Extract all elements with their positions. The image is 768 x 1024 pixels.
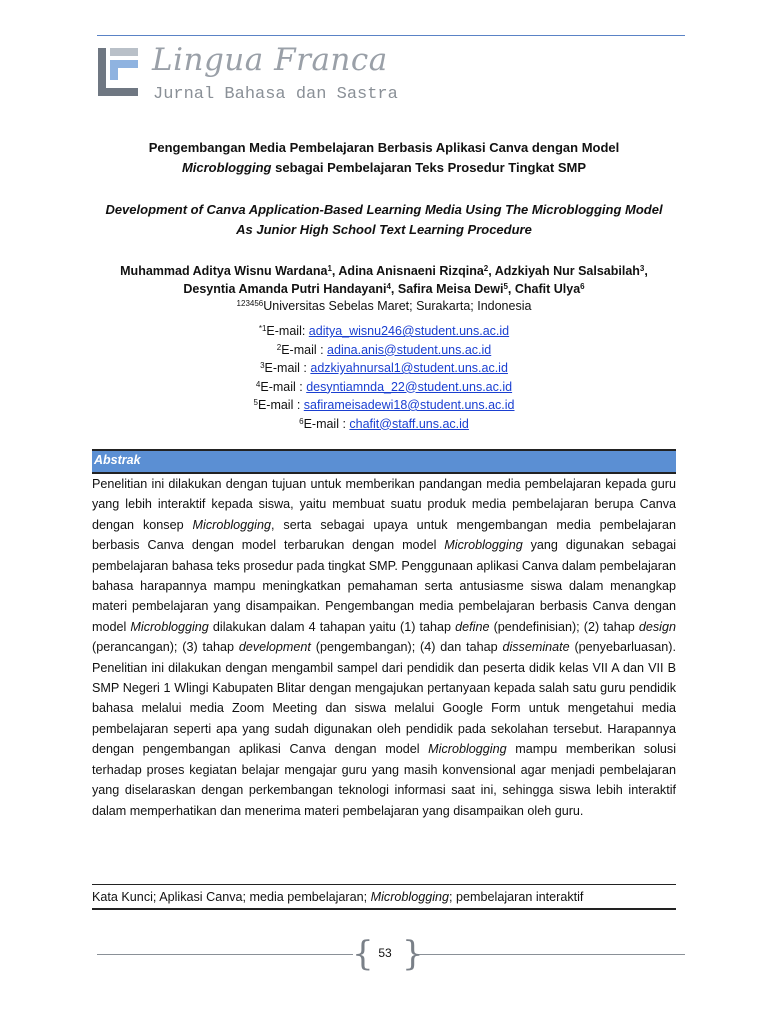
email-link[interactable]: desyntiamnda_22@student.uns.ac.id: [306, 379, 513, 394]
left-brace-icon: {: [352, 934, 374, 974]
article-title-indonesian: Pengembangan Media Pembelajaran Berbasis Aplikasi Canva dengan Model Microblogging sebagai Pembelajaran Teks Prosedur Tingkat SMP: [148, 140, 620, 175]
journal-subtitle: Jurnal Bahasa dan Sastra: [153, 85, 398, 104]
article-title-english: Development of Canva Application-Based Learning Media Using The Microblogging Model As Junior High School Text Learning Procedure: [105, 202, 663, 237]
email-link[interactable]: safirameisadewi18@student.uns.ac.id: [303, 398, 515, 412]
keywords-rule-bottom: [92, 908, 676, 910]
abstract-body: Penelitian ini dilakukan dengan tujuan untuk memberikan pandangan media pembelajaran kepada guru yang lebih interaktif kepada siswa, yaitu membuat suatu produk media pembelajaran berupa Canva dengan konsep Microblogging, serta sebagai upaya untuk mengembangan media pembelajaran berbasis Canva dengan model terbarukan dengan model Microblogging yang digunakan sebagai pembelajaran bahasa teks prosedur pada tingkat SMP. Penggunaan aplikasi Canva dalam pembelajaran bahasa harapannya mampu meningkatkan pemahaman serta antusiasme siswa dalam menangkap materi pembelajaran yang disampaikan. Pengembangan media pembelajaran berbasis Canva dengan model Microblogging dilakukan dalam 4 tahapan yaitu (1) tahap define (pendefinisian); (2) tahap design (perancangan); (3) tahap development (pengembangan); (4) dan tahap disseminate (penyebarluasan). Penelitian ini dilakukan dengan mengambil sampel dari pendidik dan peserta didik kelas VII A dan VII B SMP Negeri 1 Wlingi Kabupaten Blitar dengan mengajukan pertanyaan kepada salah satu guru pendidik bahasa melalui media Zoom Meeting dan siswa melalui Google Form untuk mengetahui media pembelajaran seperti apa yang sudah digunakan oleh pendidik pada sekolahan tersebut. Harapannya dengan pengembangan aplikasi Canva dengan model Microblogging mampu memberikan solusi terhadap proses kegiatan belajar mengajar guru yang masih konvensional agar menjadi pembelajaran yang diselaraskan dengan perkembangan teknologi informasi saat ini, sehingga siswa lebih interaktif dalam memperhatikan dan menerima materi pembelajaran yang disampaikan oleh guru.: [92, 477, 677, 818]
footer-rule-left: [97, 954, 353, 955]
page-number: 53: [378, 946, 392, 960]
email-line: $^{*1}$E-mail: aditya_wisnu246@student.uns.ac.id: [258, 324, 510, 338]
email-link[interactable]: adzkiyahnursal1@student.uns.ac.id: [310, 361, 508, 375]
journal-logo: [94, 44, 142, 100]
email-link[interactable]: aditya_wisnu246@student.uns.ac.id: [308, 324, 510, 338]
email-line: $^3$E-mail : adzkiyahnursal1@student.uns.ac.id: [260, 361, 508, 375]
email-line: $^2$E-mail : adina.anis@student.uns.ac.id: [276, 342, 492, 357]
right-brace-icon: }: [402, 934, 424, 974]
affiliation: $^{123456}$Universitas Sebelas Maret; Surakarta; Indonesia: [236, 299, 532, 313]
abstract-heading: Abstrak: [94, 453, 141, 467]
header-rule: [97, 35, 685, 36]
keywords: Kata Kunci; Aplikasi Canva; media pembelajaran; Microblogging; pembelajaran interaktif: [92, 890, 584, 904]
keywords-rule-top: [92, 884, 676, 885]
author-list: Muhammad Aditya Wisnu Wardana$^1$, Adina Anisnaeni Rizqina$^2$, Adzkiyah Nur Salsabilah$^3$, Desyntia Amanda Putri Handayani$^4$, Safira Meisa Dewi$^5$, Chafit Ulya$^6$: [120, 264, 648, 296]
email-line: $^4$E-mail : desyntiamnda_22@student.uns.ac.id: [255, 379, 513, 394]
abstract-heading-band: [92, 451, 676, 472]
email-list: [92, 322, 676, 433]
footer-rule-right: [419, 954, 685, 955]
email-link[interactable]: chafit@staff.uns.ac.id: [349, 416, 469, 431]
email-line: $^5$E-mail : safirameisadewi18@student.uns.ac.id: [253, 398, 515, 412]
email-link[interactable]: adina.anis@student.uns.ac.id: [327, 342, 492, 357]
journal-name: Lingua Franca: [152, 42, 388, 78]
email-line: $^6$E-mail : chafit@staff.uns.ac.id: [299, 416, 469, 431]
